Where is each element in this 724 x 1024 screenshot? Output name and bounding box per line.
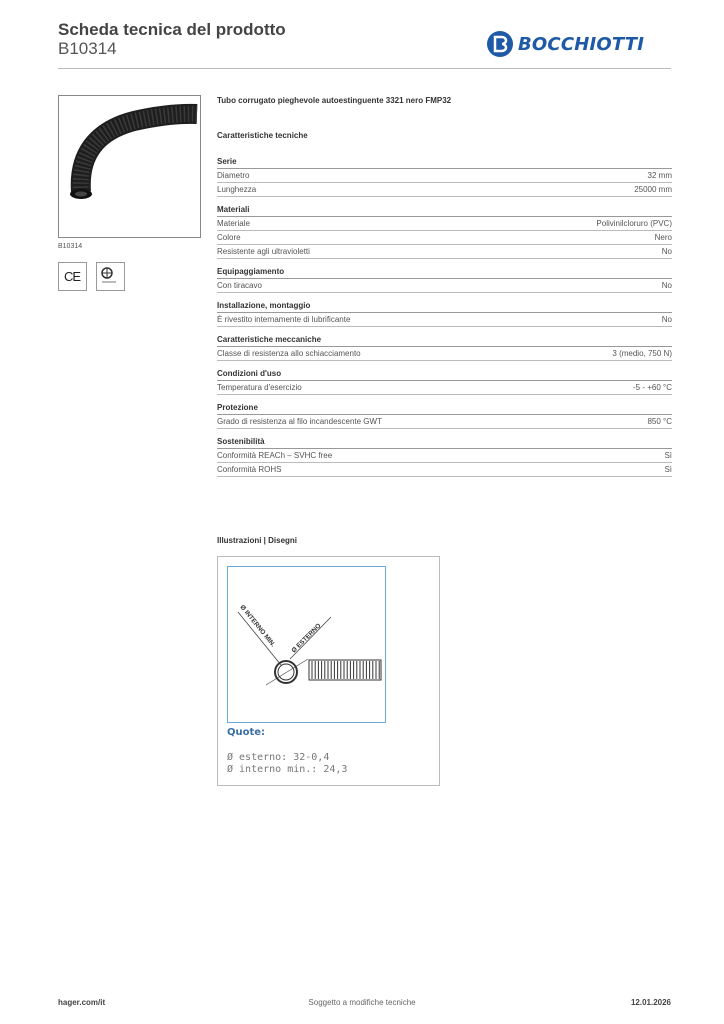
spec-section-title: Installazione, montaggio <box>217 299 672 313</box>
footer-note: Soggetto a modifiche tecniche <box>308 998 416 1007</box>
spec-value: 850 °C <box>647 417 672 426</box>
tube-side-view <box>309 660 381 680</box>
spec-section-title: Materiali <box>217 203 672 217</box>
dimension-drawing <box>228 567 385 722</box>
spec-value: Nero <box>654 233 672 242</box>
spec-value: 25000 mm <box>634 185 672 194</box>
quote-outer-diameter: Ø esterno: 32-0,4 <box>227 752 330 763</box>
spec-value: Sì <box>664 465 672 474</box>
spec-row <box>217 449 672 463</box>
footer-date: 12.01.2026 <box>630 998 671 1007</box>
header-divider <box>58 68 671 69</box>
spec-label: Resistente agli ultravioletti <box>217 247 310 256</box>
spec-section <box>217 435 672 477</box>
spec-label: Temperatura d'esercizio <box>217 383 302 392</box>
tube-image-icon <box>59 96 200 237</box>
product-code: B10314 <box>58 39 117 58</box>
spec-label: Diametro <box>217 171 250 180</box>
spec-label: Lunghezza <box>217 185 257 194</box>
spec-section <box>217 155 672 197</box>
certification-icon <box>97 263 124 290</box>
spec-row <box>217 347 672 361</box>
spec-value: No <box>661 247 672 256</box>
spec-label: È rivestito internamente di lubrificante <box>217 315 351 324</box>
spec-section <box>217 299 672 327</box>
photo-caption: B10314 <box>58 243 83 250</box>
spec-label: Colore <box>217 233 241 242</box>
label-outer-diameter: Ø ESTERNO <box>290 622 323 655</box>
brand-b-icon <box>486 30 514 58</box>
ce-mark-badge <box>58 262 87 291</box>
spec-section <box>217 265 672 293</box>
spec-label: Materiale <box>217 219 250 228</box>
spec-section-title: Serie <box>217 155 672 169</box>
certification-badge <box>96 262 125 291</box>
spec-label: Classe di resistenza allo schiacciamento <box>217 349 361 358</box>
spec-label: Conformità ROHS <box>217 465 282 474</box>
spec-row <box>217 463 672 477</box>
spec-value: -5 - +60 °C <box>633 383 672 392</box>
product-title: Tubo corrugato pieghevole autoestinguente 3321 nero FMP32 <box>217 96 452 105</box>
spec-section-title: Equipaggiamento <box>217 265 672 279</box>
spec-section-title: Sostenibilità <box>217 435 672 449</box>
spec-row <box>217 245 672 259</box>
quote-title: Quote: <box>227 727 266 738</box>
spec-row <box>217 183 672 197</box>
spec-row <box>217 169 672 183</box>
tube-drawing <box>227 566 386 723</box>
spec-value: Sì <box>664 451 672 460</box>
spec-section <box>217 203 672 259</box>
footer-website: hager.com/it <box>58 998 106 1007</box>
spec-section <box>217 367 672 395</box>
brand-name: BOCCHIOTTI <box>518 33 645 55</box>
quote-inner-diameter: Ø interno min.: 24,3 <box>227 764 348 775</box>
label-inner-diameter: Ø INTERNO MIN. <box>238 603 277 649</box>
spec-row <box>217 381 672 395</box>
specs-heading: Caratteristiche tecniche <box>217 131 308 140</box>
spec-value: No <box>661 315 672 324</box>
spec-section-title: Condizioni d'uso <box>217 367 672 381</box>
spec-row <box>217 217 672 231</box>
product-photo <box>58 95 201 238</box>
spec-section-title: Caratteristiche meccaniche <box>217 333 672 347</box>
spec-label: Conformità REACh – SVHC free <box>217 451 333 460</box>
spec-row <box>217 231 672 245</box>
page-title: Scheda tecnica del prodotto <box>58 20 286 39</box>
spec-section <box>217 401 672 429</box>
ce-mark-text: CE <box>64 269 81 284</box>
spec-value: 3 (medio, 750 N) <box>612 349 672 358</box>
illustration-panel <box>217 556 440 786</box>
spec-row <box>217 313 672 327</box>
spec-value: 32 mm <box>647 171 672 180</box>
spec-value: Polivinilcloruro (PVC) <box>596 219 672 228</box>
brand-logo <box>486 28 670 60</box>
spec-section-title: Protezione <box>217 401 672 415</box>
spec-label: Grado di resistenza al filo incandescente GWT <box>217 417 382 426</box>
spec-value: No <box>661 281 672 290</box>
spec-row <box>217 415 672 429</box>
illustrations-heading: Illustrazioni | Disegni <box>217 536 298 545</box>
spec-section <box>217 333 672 361</box>
specs-table <box>217 155 672 483</box>
spec-row <box>217 279 672 293</box>
spec-label: Con tiracavo <box>217 281 262 290</box>
